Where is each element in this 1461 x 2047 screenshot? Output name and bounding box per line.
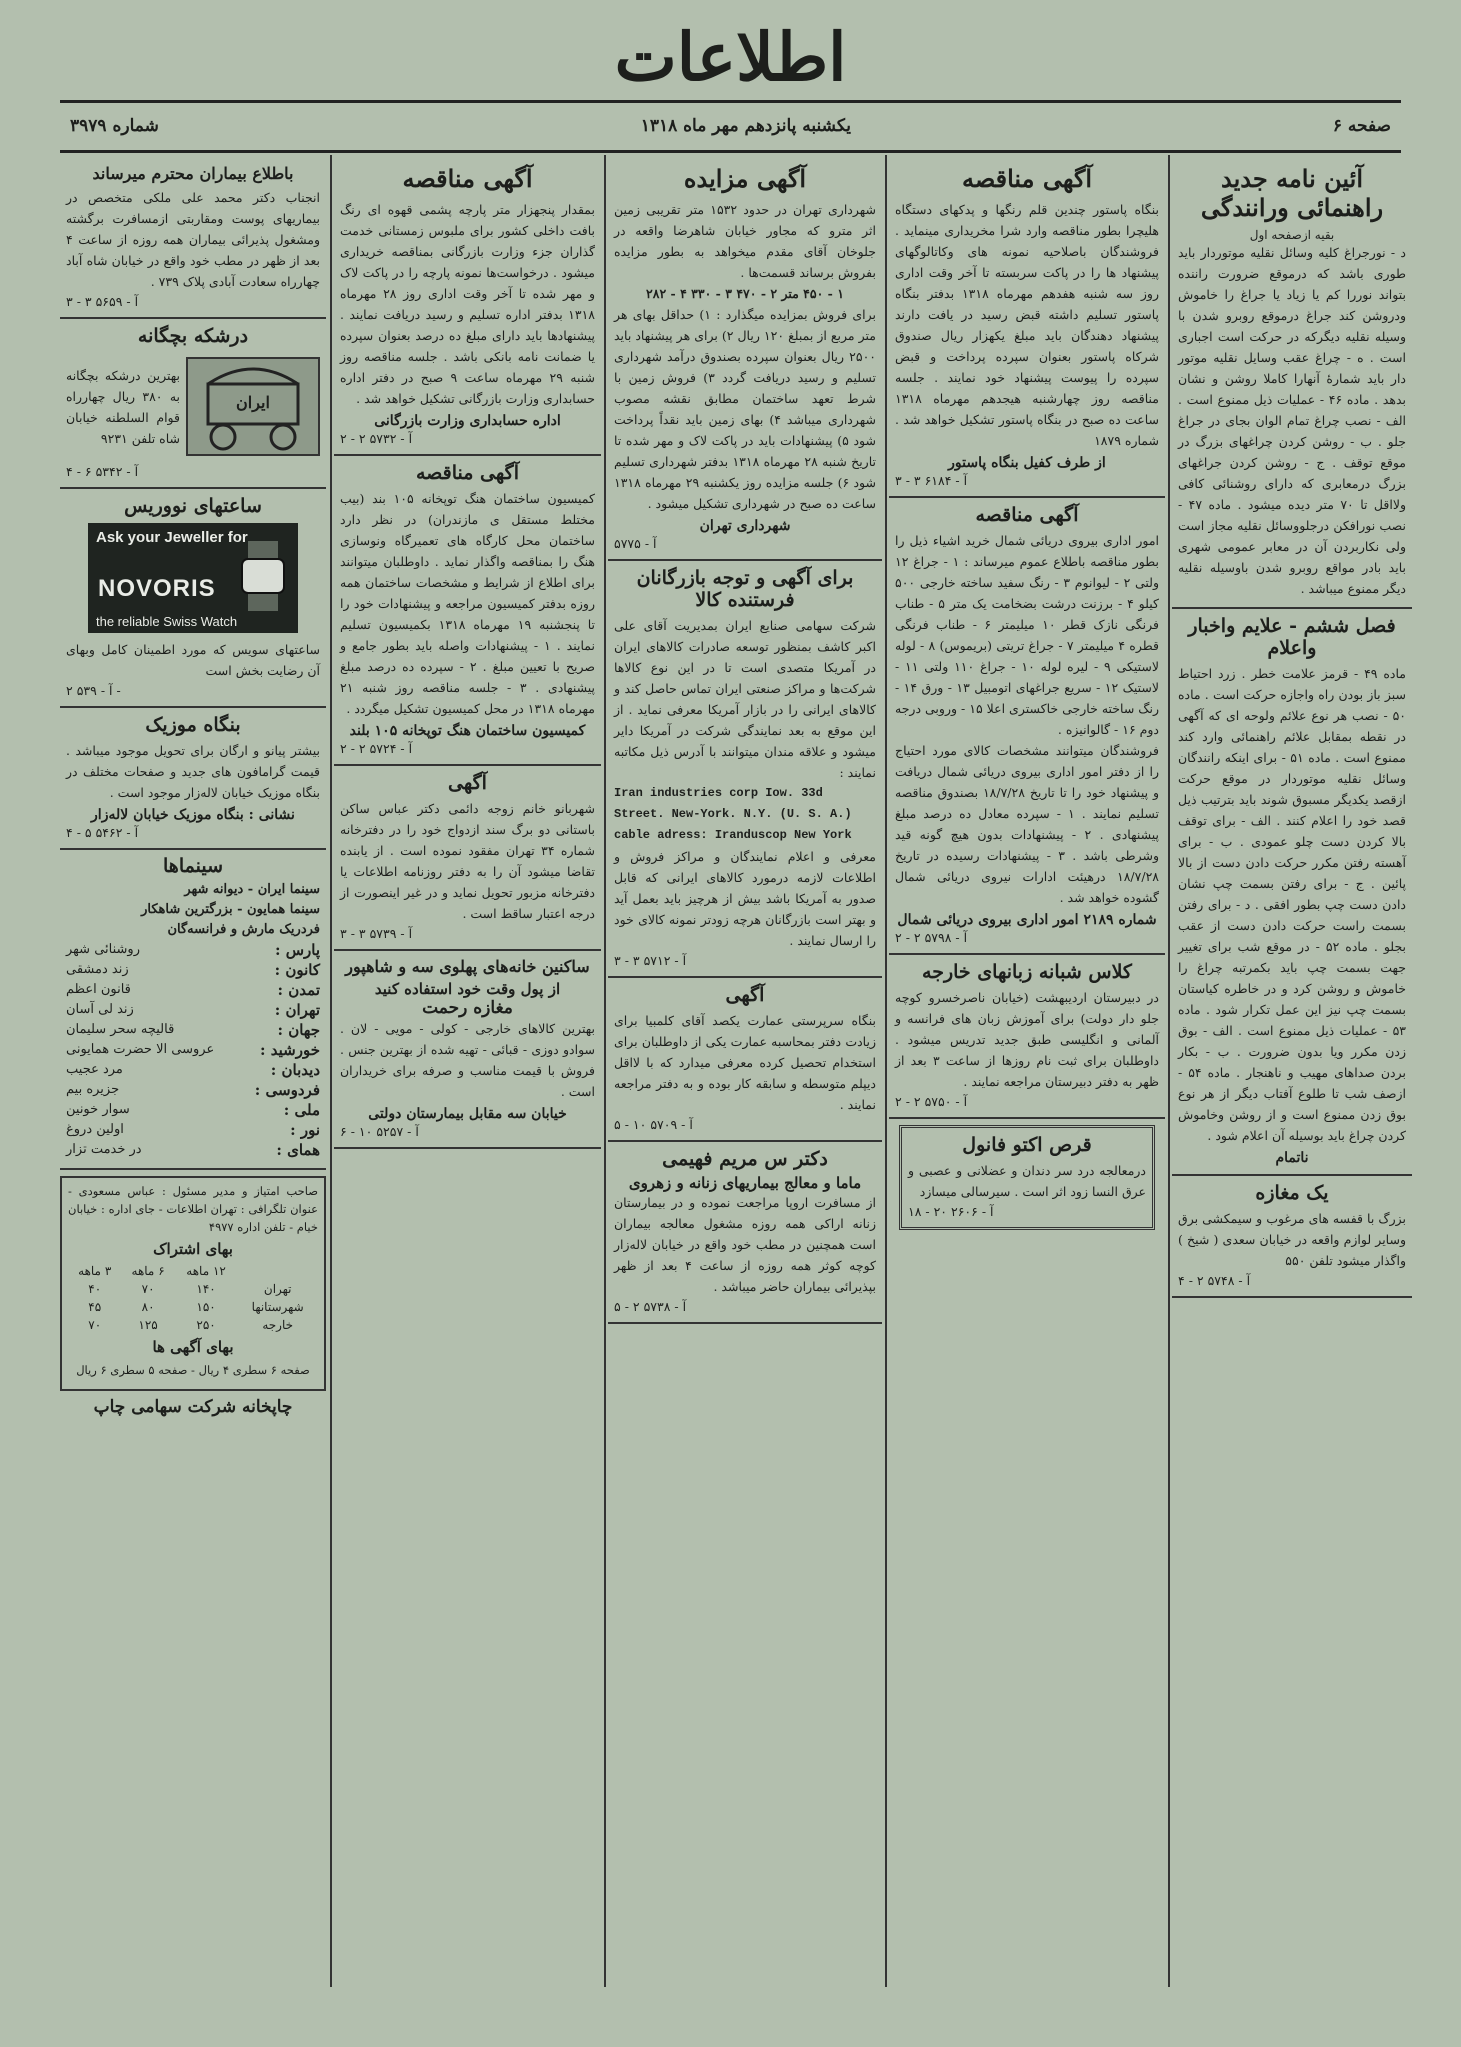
ad-number: آ - ۶۱۸۴ ۳ - ۳ [895,473,968,488]
publisher-text: صاحب امتیاز و مدیر مسئول : عباس مسعودی - عنوان تلگرافی : تهران اطلاعات - جای اداره : خیابان خیام - تلفن اداره ۴۹۷۷ [68,1184,318,1234]
ad-title: ساعتهای نووریس [124,495,262,517]
rate-value: ۷۰ [88,1318,102,1332]
ad-number: آ - ۵۳۹ ۲ - [66,683,121,698]
ad-dermatologist [60,158,326,319]
cinema-name: پارس : [274,941,320,959]
ad-number: آ - ۵۷۰۹ ۱۰ - ۵ [614,1117,693,1132]
ad-title: یک مغازه [1255,1182,1329,1204]
ad-signature: اداره حسابداری وزارت بازرگانی [374,413,561,429]
ad-title: کلاس شبانه زبانهای خارجه [922,961,1132,983]
ad-lots: ۱ - ۴۵۰ متر ۲ - ۴۷۰ ۳ - ۳۳۰ ۴ - ۲۸۲ [646,286,844,301]
article-title: آئین نامه جدید راهنمائی ورانندگی [1200,164,1384,222]
ad-body: بزرگ با قفسه های مرغوب و سیمکشی برق وسایر لوازم واقعه در خیابان سعدی ( شیخ ) واگذار میشود تلفن ۵۵۰ [1178,1211,1406,1268]
rates-row [68,1280,318,1298]
film-title: زند دمشقی [66,962,129,977]
ad-body: بمقدار پنجهزار متر پارچه پشمی قهوه ای رنگ بافت داخلی کشور برای ملبوس زمستانی خدمت گذاران جزء وزارت بازرگانی بمناقصه خریداری میشود . درخواست‌ها نمونه پارچه را در پاکت لاک و مهر شده تا آخر وقت اداری روز ۲۸ مهرماه ۱۳۱۸ بدفتر اداره تسلیم و رسید دریافت نمایند . پیشنهادها باید دارای مبلغ ده درصد بعنوان سپرده یا ضمانت نامه بانکی باشد . جلسه مناقصه روز شنبه ۲۹ مهرماه ساعت ۹ صبح در دفتر اداره حسابداری وزارت بازرگانی تشکیل خواهد شد . [340,202,596,406]
ad-number: آ - ۵۷۳۸ ۲ - ۵ [614,1299,687,1314]
ad-music [60,708,326,850]
ad-body-continued: فروشندگان میتوانند مشخصات کالای مورد احتیاج را از دفتر امور اداری بیروی دریائی شمال دریافت و پیشنهاد خود را تا تاریخ ۱۸/۷/۲۸ بصندوق مناقصه تسلیم نمایند . ۱ - سپرده معادل ده درصد مبلغ پیشنهادی . ۲ - پیشنهادات بدون هیچ گونه قید وشرطی باشد . ۳ - پیشنهادات رسیده در تاریخ ۱۸/۷/۲۸ درهیئت ادارات نیروی دریائی شمال گشوده خواهد شد . [895,743,1159,905]
film-title: سوار خونین [66,1102,130,1117]
film-title: قالیچه سحر سلیمان [66,1022,175,1037]
cinema-row [66,940,320,960]
ad-rates-title: بهای آگهی ها [152,1338,234,1356]
ad-signature: کمیسیون ساختمان هنگ توپخانه ۱۰۵ بلند [349,723,586,739]
store-name: مغازه رحمت [422,998,513,1018]
section-title: سینماها [163,855,223,877]
rate-col: ۳ ماهه [78,1264,112,1278]
article-subtitle: بقیه ازصفحه اول [1249,228,1335,242]
to-be-continued: ناتمام [1275,1150,1309,1166]
ad-number: آ - ۵۷۵۰ ۲ - ۲ [895,1094,968,1109]
rates-row [68,1298,318,1316]
ad-title: آگهی مناقصه [402,164,533,193]
section-body: ماده ۴۹ - قرمز علامت خطر . زرد احتیاط سبز باز بودن راه واجازه حرکت است . ماده ۵۰ - نصب هر نوع علائم ولوحه ای که آگهی در نقطه بمقابل علائم راهنمائی وارد کند ممنوع است . ماده ۵۱ - برای اینکه رانندگان وسائل نقلیه موتوردار در موقع حرکت ازقصد یکدیگر مسبوق شوند باید بترتیب ذیل قصد خود را اعلام کنند . الف - برای توقف بالا کردن دست چلو عمودی . ب - برای آهسته رفتن مکرر حرکت دادن دست از بالا پائین . ج - برای رفتن بسمت چپ نشان دادن دست چپ بطور افقی . د - برای رفتن بسمت راست حرکت دادن دست از عقب بجلو . ماده ۵۲ - در موقع شب برای تغییر جهت بسمت چپ باید بکمرتبه چراغ را خاموش و روشن کرد و در خاطره کیاستان بسمت چپ نیز این عمل تکرار شود . ماده ۵۳ - عملیات ذیل ممنوع است . الف - بوق زدن مکرر ویا بدون ضرورت . ب - بکار بردن صداهای مهیب و ناهنجار . ماده ۵۴ - ازصف شب تا طلوع آفتاب دیگر از هر نوع بوق زدن ممنوع است و از روشن وخاموش کردن چراغ باید بوسیله آن اعلام شود . [1178,666,1406,1143]
ad-body: بنگاه پاستور چندین قلم رنگها و پدکهای دستگاه هلیچرا بطور مناقصه وارد شرا مخریداری مینماید . فروشندگان باصلاحیه نمونه های وکاتالوگهای پیشنهاد ها را در پاکت سربسته تا آخر وقت اداری روز سه شنبه هفدهم مهرماه ۱۳۱۸ بدفتر بنگاه پاستور تسلیم داشته قبض رسید در یافت دارند پیشنهاد دهندگان باید مبلغ یکهزار ریال صندوق شرکاه پاستور بعنوان سپرده پرداخت و قبض سپرده را پیوست پیشنهاد خود نمایند . جلسه مناقصه روز چهارشنبه هیجدهم مهرماه ۱۳۱۸ ساعت ده صبح در بنگاه پاستور تشکیل خواهد شد . شماره ۱۸۷۹ [895,202,1159,448]
film-title: اولین دروغ [66,1122,124,1137]
ad-number: آ - ۵۷۴۸ ۲ - ۴ [1178,1273,1251,1288]
brand-tagline: the reliable Swiss Watch [96,614,238,629]
rate-value: ۷۰ [141,1282,155,1296]
cinema-name: تهران : [274,1001,320,1019]
ad-body: شهربانو خانم زوجه دائمی دکتر عباس ساکن باستانی دو برگ سند ازدواج خود را در دفترخانه شماره ۳۴ تهران مفقود نموده است . از یابنده تقاضا میشود آن را به دفتر روزنامه اطلاعات یا دفترخانه مزبور تحویل نماید و در غیر اینصورت از درجه اعتبار ساقط است . [340,801,595,921]
brand-name: NOVORIS [98,575,216,602]
ad-number: آ - ۵۴۶۲ ۵ - ۴ [66,825,139,840]
subscription-table [68,1262,318,1334]
ad-title: درشکه بچگانه [137,325,249,347]
ad-title: بنگاه موزیک [145,714,241,736]
ad-shop [1172,1176,1412,1298]
ad-number: آ - ۵۷۳۲ ۲ - ۲ [340,431,413,446]
header-row [70,107,1391,145]
carriage-brand: ایران [236,393,270,412]
film-title: جزیره بیم [66,1082,120,1097]
rate-value: ۴۰ [88,1282,102,1296]
cinema-row [66,1020,320,1040]
ad-title: قرص اکتو فانول [962,1134,1092,1156]
cinema-row [66,1080,320,1100]
cinema-row [66,1120,320,1140]
ad-number: آ - ۵۲۵۷ ۱۰ - ۶ [340,1124,419,1139]
ad-artillery-tender [334,456,601,766]
column-1 [1172,158,1412,1987]
rate-value: ۴۵ [88,1300,102,1314]
cinema-name: نور : [290,1121,320,1139]
header-rule-top [60,100,1401,103]
ad-pasteur-tender [889,158,1165,498]
ad-body: امور اداری بیروی دریائی شمال خرید اشیاء ذیل را بطور مناقصه باطلاع عموم میرساند : ۱ - جراغ ۱۲ ولتی ۲ - لیوانوم ۳ - رنگ سفید ساخته خارجی ۵۰۰ کیلو ۴ - برزنت درشت بضخامت یک متر ۵ - طناب فرنگی نازک قطر ۱۰ میلیمتر ۶ - طناب فرنگی قطره ۴ میلیمتر ۷ - جراغ تریتی (بریموس) ۸ - لوله لاستیکی ۹ - لیره لوله ۱۰ - جراغ ۱۱۰ ولتی ۱۱ - لاستیک ۱۲ - سریع جراغهای اتومبیل ۱۳ - ورق ۱۴ - رنگ ساخته خارجی خاکستری اعلا ۱۵ - وروبی درجه دوم ۱۶ - گالوانیزه . [895,533,1160,737]
rate-value: ۱۴۰ [196,1282,216,1296]
ad-octophanol [899,1125,1155,1230]
ad-body: درمعالجه درد سر دندان و عضلانی و عصبی و عرق النسا زود اثر است . سیرسالی میسازد [908,1163,1146,1199]
ad-language-class [889,955,1165,1119]
column-divider [330,155,332,1987]
film-title: مرد عجیب [66,1062,123,1077]
printer-name: چاپخانه شرکت سهامی چاپ [93,1397,293,1417]
ad-title: دکتر س مریم فهیمی [662,1148,828,1170]
ad-number: آ - ۵۷۳۹ ۳ - ۳ [340,926,413,941]
ad-title: ساکنین خانه‌های پهلوی سه و شاهپور [345,957,590,976]
rate-value: ۱۵۰ [196,1300,216,1314]
cinema-feature: سینما همایون - بزرگترین شاهکار [141,902,320,917]
ad-signature: شماره ۲۱۸۹ امور اداری بیروی دریائی شمال [897,912,1157,928]
ad-number: آ - ۵۷۷۵ [614,536,657,551]
ad-body: از مسافرت اروپا مراجعت نموده و در بیمارستان زنانه اراکی همه روزه مشغول معالجه بیماران است همچنین در مطب خود واقع در خیابان لاله‌زار کوچه کوثر همه روزه از ساعت ۴ بعد از ظهر بپذیرائی بیماران حاضر میباشد . [614,1195,876,1294]
cinema-row [66,1140,320,1160]
ad-number: آ - ۵۳۴۲ ۶ - ۴ [66,464,139,479]
ad-signature: خیابان سه مقابل بیمارستان دولتی [368,1106,567,1122]
ad-body: بهترین درشکه بچگانه به ۳۸۰ ریال چهارراه قوام السلطنه خیابان شاه تلفن ۹۲۳۱ [66,367,180,446]
cinema-feature: سینما ایران - دیوانه شهر [184,882,320,897]
ad-merchants [608,561,882,978]
ad-number: آ - ۵۷۹۸ ۲ - ۲ [895,930,968,945]
rate-value: ۱۲۵ [138,1318,158,1332]
film-title: روشنائی شهر [66,942,140,957]
column-divider [1168,155,1170,1987]
header-rule-bottom [60,150,1401,153]
ad-title: آگهی مناقصه [416,462,519,484]
ad-number: ۱۸ - ۲۰ ۲۶۰۶ - آ [908,1204,994,1219]
cinema-name: تمدن : [277,981,320,999]
ad-title: آگهی مناقصه [975,504,1079,526]
rates-row [68,1316,318,1334]
ad-subtitle: از پول وقت خود استفاده کنید [374,980,561,998]
ad-baby-carriage [60,319,326,489]
ad-body: شرکت سهامی صنایع ایران بمدیریت آقای علی اکبر کاشف بمنظور توسعه صادرات کالاهای ایران در آمریکا متصدی است تا در این نوع کالاها شرکت‌ها و مراکز صنعتی ایران تماس حاصل کند و کالاهای ایرانی را در بازار آمریکا معرفی نماید . از این موقع به بعد نمایندگی شرکت در آمریکا دایر میشود و علاقه مندان میتوانند با آدرس ذیل مکاتبه نمایند : [614,618,876,780]
film-title: در خدمت تزار [66,1142,142,1157]
date-line: یکشنبه پانزدهم مهر ماه ۱۳۱۸ [640,116,851,136]
ad-navy-tender [889,498,1165,955]
ad-employment [608,978,882,1142]
ad-rates-text: صفحه ۶ سطری ۴ ریال - صفحه ۵ سطری ۶ ریال [76,1363,310,1377]
ad-novoris [60,489,326,708]
rates-header [68,1262,318,1280]
cinema-name: دیدبان : [270,1061,320,1079]
watch-icon [238,541,288,611]
cinema-row [66,1100,320,1120]
cinema-row [66,980,320,1000]
ad-cloth-tender [334,158,601,456]
ad-title: برای آگهی و توجه بازرگانان فرستنده کالا [636,567,854,611]
ad-doctor [608,1142,882,1324]
carriage-illustration [186,357,320,456]
cinema-name: کانون : [274,961,320,979]
film-title: زند لی آسان [66,1002,134,1017]
ad-title: آگهی مناقصه [961,164,1093,193]
cinema-row [66,960,320,980]
rate-value: ۸۰ [141,1300,155,1314]
rate-label: خارجه [262,1318,294,1332]
ad-signature: نشانی : بنگاه موزیک خیابان لاله‌زار [91,807,295,823]
masthead-title: اطلاعات [614,18,847,96]
column-divider [604,155,606,1987]
column-5 [60,158,326,1987]
subscription-title: بهای اشتراک [153,1240,233,1258]
ad-body: کمیسیون ساختمان هنگ توپخانه ۱۰۵ بند (بیب مختلط مستقل ی مازندران) در نظر دارد ساختمان محل کارگاه های تعمیرگاه ونوسازی هنگ را بمناقصه واگذار نماید . داوطلبان میتوانند برای اطلاع از شرایط و مشخصات ساختمان همه روزه بدفتر کمیسیون مراجعه و پیشنهادات خود را تا پنجشنبه ۱۹ مهرماه ۱۳۱۸ بکمیسیون تسلیم نمایند . ۱ - پیشنهادات واصله باید بطور جامع و صریح با تعیین مبلغ . ۲ - سپرده ده درصد مبلغ پیشنهادی . ۳ - جلسه مناقصه روز شنبه ۲۱ مهرماه ۱۳۱۸ در محل کمیسیون تشکیل میگردد . [340,491,596,716]
rate-col: ۱۲ ماهه [186,1264,226,1278]
ad-signature: شهرداری تهران [699,518,791,534]
ad-auction [608,158,882,561]
rate-col: ۶ ماهه [131,1264,165,1278]
cinema-row [66,1000,320,1020]
column-3 [608,158,882,1987]
rate-value: ۲۵۰ [196,1318,216,1332]
ad-title: آگهی [725,984,765,1006]
issue-number: شماره ۳۹۷۹ [70,116,159,136]
ad-rahmat-store [334,951,601,1149]
page-number: صفحه ۶ [1332,116,1391,136]
ad-body: بنگاه سرپرستی عمارت یکصد آقای کلمبیا برای زیادت دفتر بمحاسبه عمارت یکی از داوطلبان برای استخدام تحصیل کرده معرفی میدارد که با لااقل دیپلم متوسطه و سابقه کار بوده و به دفتر مراجعه نمایند . [614,1013,876,1112]
cinema-row [66,1040,320,1060]
ad-number: آ - ۵۷۲۴ ۲ - ۲ [340,741,413,756]
ad-body: شهرداری تهران در حدود ۱۵۳۲ متر تقریبی زمین اثر مترو که مجاور خیابان شاهرضا واقعه در جلوخان آقای مقدم میخواهد به بطور مزایده بفروش برساند قسمت‌ها . [614,202,876,280]
ad-signature: از طرف کفیل بنگاه پاستور [948,455,1106,471]
banner-line: Ask your Jeweller for [96,529,248,546]
cinema-listings [60,850,326,1170]
ad-number: آ - ۵۷۱۲ ۳ - ۳ [614,953,687,968]
ad-body: بیشتر پیانو و ارگان برای تحویل موجود میباشد . قیمت گرامافون های جدید و صفحات مختلف در بنگاه موزیک خیابان لاله‌زار موجود است . [66,743,320,800]
article-traffic-regulations [1172,158,1412,609]
cinema-name: فردوسی : [254,1081,320,1099]
column-2 [889,158,1165,1987]
ad-body-continued: برای فروش بمزایده میگذارد : ۱) حداقل بهای هر متر مربع از بمبلغ ۱۲۰ ریال ۲) برای هر پیشنهاد باید ۲۵۰۰ ریال بعنوان سپرده بصندوق درآمد شهرداری تسلیم و رسید دریافت گردد ۳) فروش زمین با شرط تعهد ساختمان مطابق نقشه مصوب شهرداری میباشد ۴) بهای زمین باید نقداً پرداخت شود ۵) پیشنهادات باید در پاکت لاک و مهر شده تا تاریخ شنبه ۲۸ مهرماه ۱۳۱۸ بدفتر شهرداری تسلیم شود ۶) جلسه مزایده روز یکشنبه ۲۹ مهرماه ۱۳۱۸ ساعت ده صبح در شهرداری تشکیل میشود . [614,307,876,511]
publisher-info [60,1176,326,1391]
cinema-name: همای : [276,1141,320,1159]
ad-lost-document [334,766,601,951]
cinema-name: ملی : [283,1101,320,1119]
cinema-name: جهان : [277,1021,320,1039]
section-title: فصل ششم - علایم واخبار واعلام [1188,615,1396,659]
article-signals [1172,609,1412,1176]
ad-title: باطلاع بیماران محترم میرساند [92,164,294,183]
article-body: د - نورجراغ کلیه وسائل نقلیه موتوردار باید طوری باشد که درموقع ضرورت راننده بتواند نوررا کم یا زیاد یا جراغ را خاموش ودروشن کند جراغ درموقع روبرو شدن با وسیله نقلیه دیگرکه در حرکت است اجباری است . ه - چراغ عقب وسایل نقلیه موتور دار باید شمارهٔ آنهارا کاملا روشن و نشان بدهد . ماده ۴۶ - عملیات ذیل ممنوع است . الف - نصب چراغ تمام الوان بجای در جراغ جلو . ب - روشن کردن چراغهای بزرگ در موقع توقف . ج - روشن کردن جراغهای بزرگ درمعابری که دارای روشنائی کافی ولااقل تا ۷۰ متر دیده میشود . ماده ۴۷ - نصب نورافکن درجلووسائل نقلیه مجاز است ولی نکاربردن آن در معابر عمومی شهری باید بادر مواقع روبرو شدن باوسیله نقلیه دیگر ممنوع میباشد . [1178,245,1406,596]
ad-number: آ - ۵۶۵۹ ۳ - ۳ [66,294,139,309]
ad-body: ساعتهای سویس که مورد اطمینان کامل وبهای آن رضایت بخش است [66,642,320,678]
ad-address: Iran industries corp Iow. 33d Street. New-York. N.Y. (U. S. A.) cable adress: Iranduscop New York [614,786,852,842]
film-title: عروسی الا حضرت همایونی [66,1042,215,1057]
cinema-feature: فردریک مارش و فرانسه‌گان [167,922,320,937]
cinema-row [66,1060,320,1080]
novoris-banner [88,523,298,633]
column-divider [885,155,887,1987]
ad-title: آگهی [448,772,487,794]
rate-label: شهرستانها [251,1300,304,1314]
ad-body: بهترین کالاهای خارجی - کولی - مویی - لان . سوادو دوزی - قبائی - تهیه شده از بهترین جنس . فروش با قیمت مناسب و صرفه برای خریداران است . [340,1021,595,1099]
ad-title: آگهی مزایده [683,164,807,193]
column-4 [334,158,601,1987]
film-title: قانون اعظم [66,982,131,997]
ad-subtitle: ماما و معالج بیماریهای زنانه و زهروی [628,1174,862,1192]
ad-body: در دبیرستان اردیبهشت (خیابان ناصرخسرو کوچه جلو دار دولت) برای آموزش زبان های فرانسه و آلمانی و انگلیسی طبق جدید تدریس میشود . داوطلبان برای ثبت نام روزها از ساعت ۳ بعد از ظهر به دفتر دبیرستان مراجعه نمایند . [895,990,1159,1089]
ad-body-continued: معرفی و اعلام نمایندگان و مراکز فروش و اطلاعات لازمه درمورد کالاهای ایرانی که قابل صدور به آمریکا باشد بیش از هرچیز باید بعمل آید و بهتر است بازرگانان هرچه زودتر نمونه کالای خود را ارسال نمایند . [614,849,876,948]
rate-label: تهران [263,1282,292,1296]
cinema-name: خورشید : [260,1041,320,1059]
ad-body: انجناب دکتر محمد علی ملکی متخصص در بیماریهای پوست ومقاربتی ازمسافرت برگشته ومشغول پذیرائی بیماران همه روزه از ساعت ۴ بعد از ظهر در مطب خود واقع در خیابان شاه آباد چهارراه سعادت آبادی پلاک ۷۳۹ . [66,190,320,289]
